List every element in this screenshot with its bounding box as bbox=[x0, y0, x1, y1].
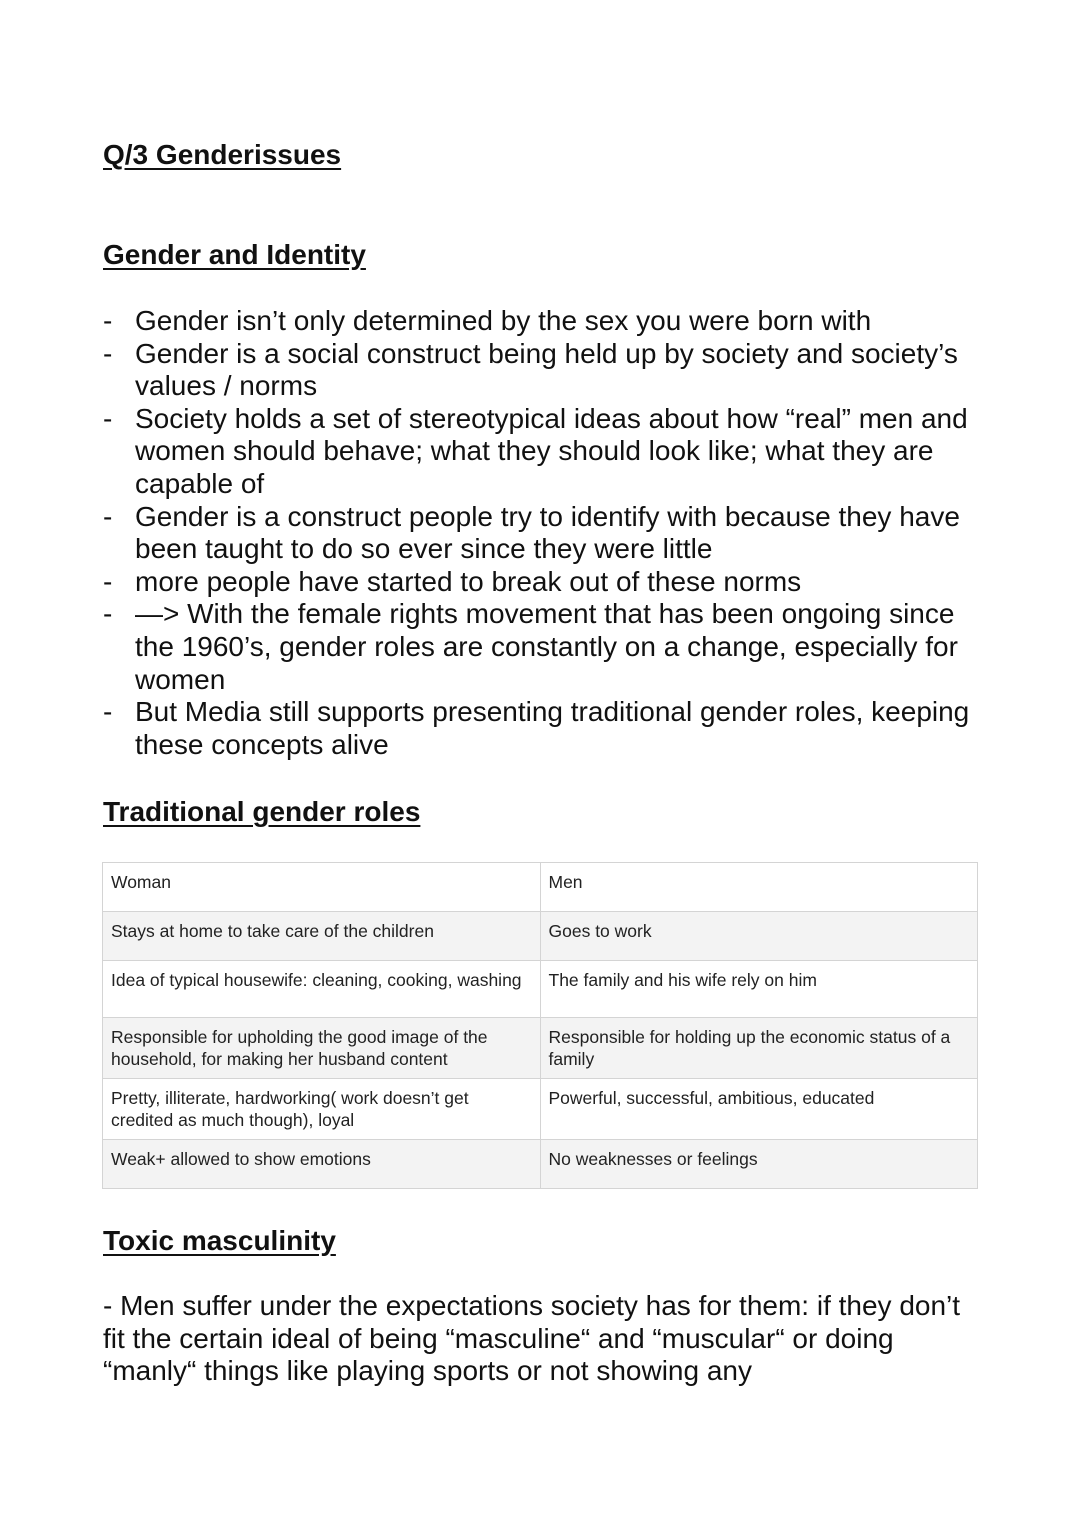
table-row bbox=[103, 1079, 978, 1140]
bullet-item: - Gender is a social construct being held up by society and society’s values / norms bbox=[103, 338, 983, 403]
table-cell: Powerful, successful, ambitious, educated bbox=[540, 1079, 978, 1140]
table-cell: Idea of typical housewife: cleaning, cooking, washing bbox=[103, 961, 541, 1018]
bullet-item: - Gender isn’t only determined by the sex you were born with bbox=[103, 305, 983, 338]
table-cell: Weak+ allowed to show emotions bbox=[103, 1140, 541, 1189]
gender-roles-table bbox=[102, 862, 978, 1189]
bullet-item: - Gender is a construct people try to identify with because they have been taught to do so ever since they were little bbox=[103, 501, 983, 566]
table-header-cell-men: Men bbox=[540, 863, 978, 912]
document-title: Q/3 Genderissues bbox=[103, 139, 342, 170]
table-cell: Responsible for holding up the economic status of a family bbox=[540, 1018, 978, 1079]
table-row bbox=[103, 912, 978, 961]
table-cell: Goes to work bbox=[540, 912, 978, 961]
toxic-masculinity-paragraph: - Men suffer under the expectations society has for them: if they don’t fit the certain ideal of being “masculine“ and “muscular“ or doing “manly“ things like playing sports or not showing any bbox=[103, 1290, 961, 1387]
bullet-item: - —> With the female rights movement that has been ongoing since the 1960’s, gender roles are constantly on a change, especially for women bbox=[103, 598, 983, 696]
table-header-row bbox=[103, 863, 978, 912]
gender-identity-bullet-list bbox=[103, 305, 983, 761]
table-header-cell-woman: Woman bbox=[103, 863, 541, 912]
table-cell: Responsible for upholding the good image of the household, for making her husband content bbox=[103, 1018, 541, 1079]
section-heading-gender-identity: Gender and Identity bbox=[103, 239, 366, 270]
bullet-item: - But Media still supports presenting traditional gender roles, keeping these concepts alive bbox=[103, 696, 983, 761]
table-cell: No weaknesses or feelings bbox=[540, 1140, 978, 1189]
table-cell: Pretty, illiterate, hardworking( work doesn’t get credited as much though), loyal bbox=[103, 1079, 541, 1140]
table-cell: Stays at home to take care of the children bbox=[103, 912, 541, 961]
table-row bbox=[103, 961, 978, 1018]
subheading-traditional-gender-roles: Traditional gender roles bbox=[103, 796, 421, 827]
bullet-item: - more people have started to break out of these norms bbox=[103, 566, 983, 599]
table-cell: The family and his wife rely on him bbox=[540, 961, 978, 1018]
table-row bbox=[103, 1018, 978, 1079]
bullet-item: - Society holds a set of stereotypical ideas about how “real” men and women should behave; what they should look like; what they are capable of bbox=[103, 403, 983, 501]
table-row bbox=[103, 1140, 978, 1189]
section-heading-toxic-masculinity: Toxic masculinity bbox=[103, 1225, 336, 1256]
